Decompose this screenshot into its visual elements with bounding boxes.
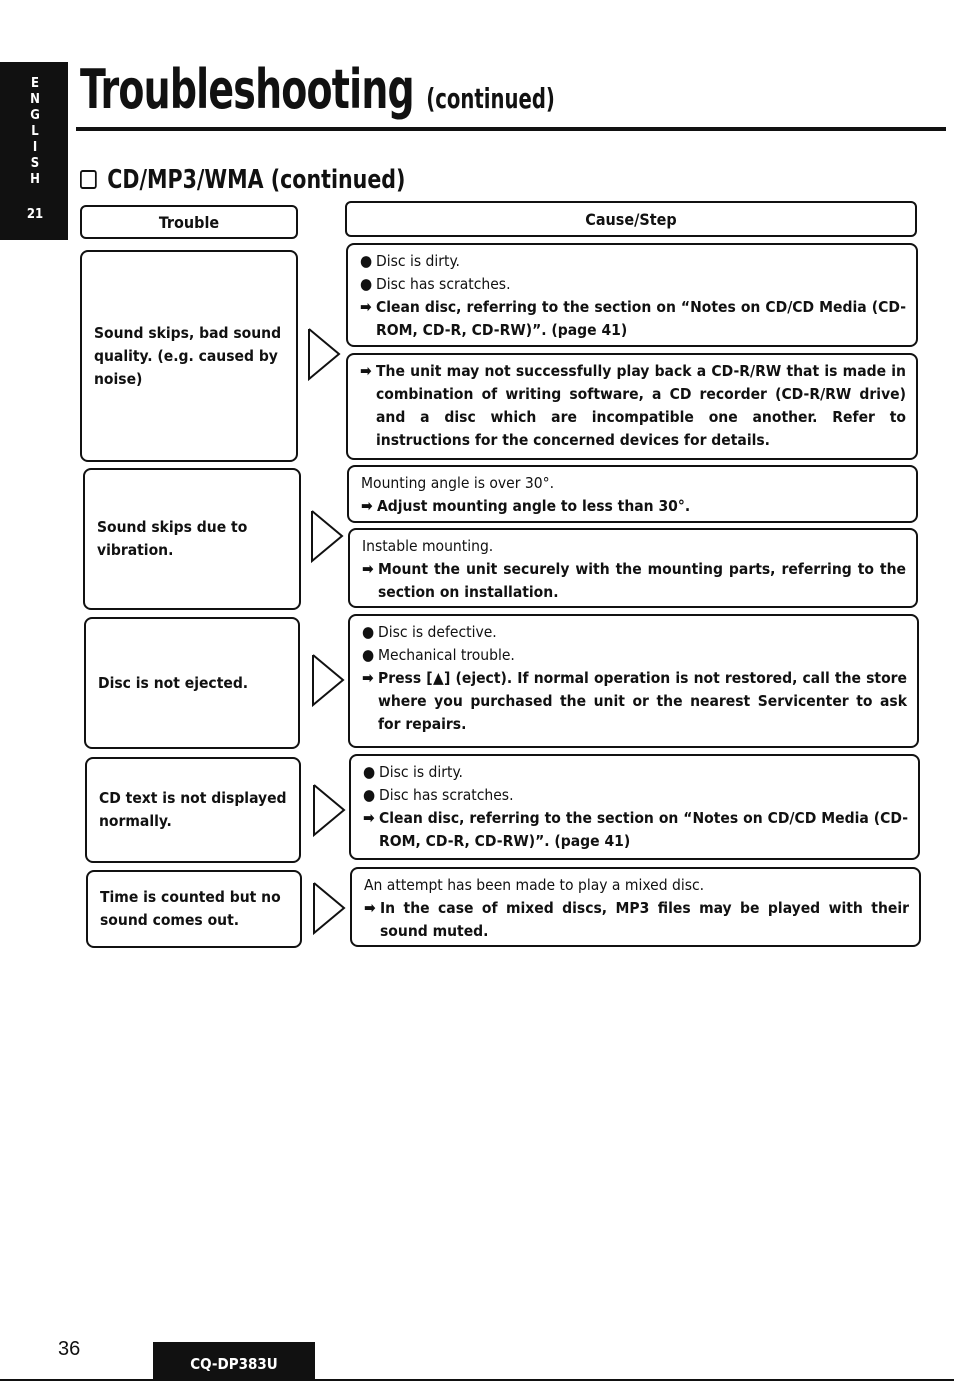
bullet-icon: ● xyxy=(363,786,376,804)
cause-text: Disc is dirty. xyxy=(376,252,460,270)
step-line xyxy=(364,897,909,943)
trouble-cell xyxy=(85,757,301,863)
bullet-icon: ● xyxy=(363,763,376,781)
arrow-right-icon xyxy=(311,880,347,936)
page-title-main: Troubleshooting xyxy=(80,58,414,121)
section-heading xyxy=(80,164,405,196)
cause-text: An attempt has been made to play a mixed disc. xyxy=(364,876,705,894)
title-rule xyxy=(76,127,946,131)
language-letter: S xyxy=(30,156,40,171)
cause-line xyxy=(363,784,908,807)
cause-line xyxy=(364,874,909,897)
cause-line xyxy=(363,761,908,784)
step-line xyxy=(362,558,906,604)
trouble-text: Sound skips, bad sound quality. (e.g. caused by noise) xyxy=(94,323,282,388)
page-number: 36 xyxy=(58,1338,81,1360)
checkbox-icon xyxy=(80,170,97,189)
trouble-cell xyxy=(80,250,298,462)
cause-box xyxy=(350,867,921,947)
language-letter: E xyxy=(31,76,39,91)
step-arrow-icon: ➡ xyxy=(360,362,372,380)
cause-line xyxy=(361,472,906,495)
step-line xyxy=(360,360,906,452)
page-title-sub: (continued) xyxy=(426,82,555,115)
language-letter: G xyxy=(30,108,40,123)
cause-box xyxy=(346,353,918,460)
section-page-number: 21 xyxy=(26,207,44,222)
step-text: The unit may not successfully play back a CD-R/RW that is made in combination of writing software, a CD recorder (CD-R/RW drive) and a disc which are incompatible one another. Refer to instructions for the concerned devices for details. xyxy=(376,362,906,449)
model-label: CQ-DP383U xyxy=(153,1342,315,1380)
cause-line xyxy=(362,644,907,667)
step-arrow-icon: ➡ xyxy=(362,560,374,578)
cause-text: Mechanical trouble. xyxy=(378,646,515,664)
cause-text: Disc is dirty. xyxy=(379,763,463,781)
cause-text: Disc has scratches. xyxy=(379,786,514,804)
arrow-right-icon xyxy=(311,782,347,838)
language-letter: N xyxy=(30,92,40,107)
cause-box xyxy=(347,465,918,523)
bullet-icon: ● xyxy=(362,646,375,664)
step-line xyxy=(362,667,907,736)
step-text: Press [▲] (eject). If normal operation is not restored, call the store where you purchased the unit or the nearest Servicenter to ask for repairs. xyxy=(378,669,907,733)
cause-line xyxy=(362,535,906,558)
language-letter: H xyxy=(30,172,40,187)
trouble-text: Time is counted but no sound comes out. xyxy=(100,888,281,929)
bullet-icon: ● xyxy=(360,252,373,270)
arrow-right-icon xyxy=(306,326,342,382)
language-tab xyxy=(0,62,68,240)
trouble-cell xyxy=(84,617,300,749)
step-arrow-icon: ➡ xyxy=(362,669,374,687)
step-text: Mount the unit securely with the mounting parts, referring to the section on installation. xyxy=(378,560,906,601)
trouble-text: CD text is not displayed normally. xyxy=(99,789,287,830)
step-text: In the case of mixed discs, MP3 files may be played with their sound muted. xyxy=(380,899,909,940)
bottom-rule xyxy=(0,1379,954,1381)
section-title: CD/MP3/WMA (continued) xyxy=(107,165,406,195)
cause-text: Mounting angle is over 30°. xyxy=(361,474,555,492)
cause-text: Disc is defective. xyxy=(378,623,497,641)
bullet-icon: ● xyxy=(362,623,375,641)
cause-box xyxy=(346,243,918,347)
language-letter: L xyxy=(31,124,39,139)
cause-box xyxy=(348,528,918,608)
cause-line xyxy=(360,273,906,296)
step-line xyxy=(363,807,908,853)
arrow-right-icon xyxy=(310,652,346,708)
cause-box xyxy=(348,614,919,748)
step-arrow-icon: ➡ xyxy=(363,809,375,827)
arrow-right-icon xyxy=(309,508,345,564)
bullet-icon: ● xyxy=(360,275,373,293)
step-arrow-icon: ➡ xyxy=(360,298,372,316)
step-text: Adjust mounting angle to less than 30°. xyxy=(377,497,691,515)
cause-text: Instable mounting. xyxy=(362,537,494,555)
cause-column-header: Cause/Step xyxy=(345,201,917,237)
step-text: Clean disc, referring to the section on “Notes on CD/CD Media (CD-ROM, CD-R, CD-RW)”. (page 41) xyxy=(379,809,908,850)
trouble-column-header: Trouble xyxy=(80,205,298,239)
step-line xyxy=(360,296,906,342)
trouble-text: Sound skips due to vibration. xyxy=(97,518,248,559)
step-line xyxy=(361,495,906,518)
cause-line xyxy=(360,250,906,273)
step-arrow-icon: ➡ xyxy=(361,497,373,515)
trouble-text: Disc is not ejected. xyxy=(98,673,249,692)
cause-text: Disc has scratches. xyxy=(376,275,511,293)
page-title xyxy=(80,58,555,131)
language-letter: I xyxy=(32,140,38,155)
cause-line xyxy=(362,621,907,644)
step-arrow-icon: ➡ xyxy=(364,899,376,917)
cause-box xyxy=(349,754,920,860)
trouble-cell xyxy=(83,468,301,610)
language-letters xyxy=(29,76,41,188)
trouble-cell xyxy=(86,870,302,948)
step-text: Clean disc, referring to the section on “Notes on CD/CD Media (CD-ROM, CD-R, CD-RW)”. (page 41) xyxy=(376,298,906,339)
